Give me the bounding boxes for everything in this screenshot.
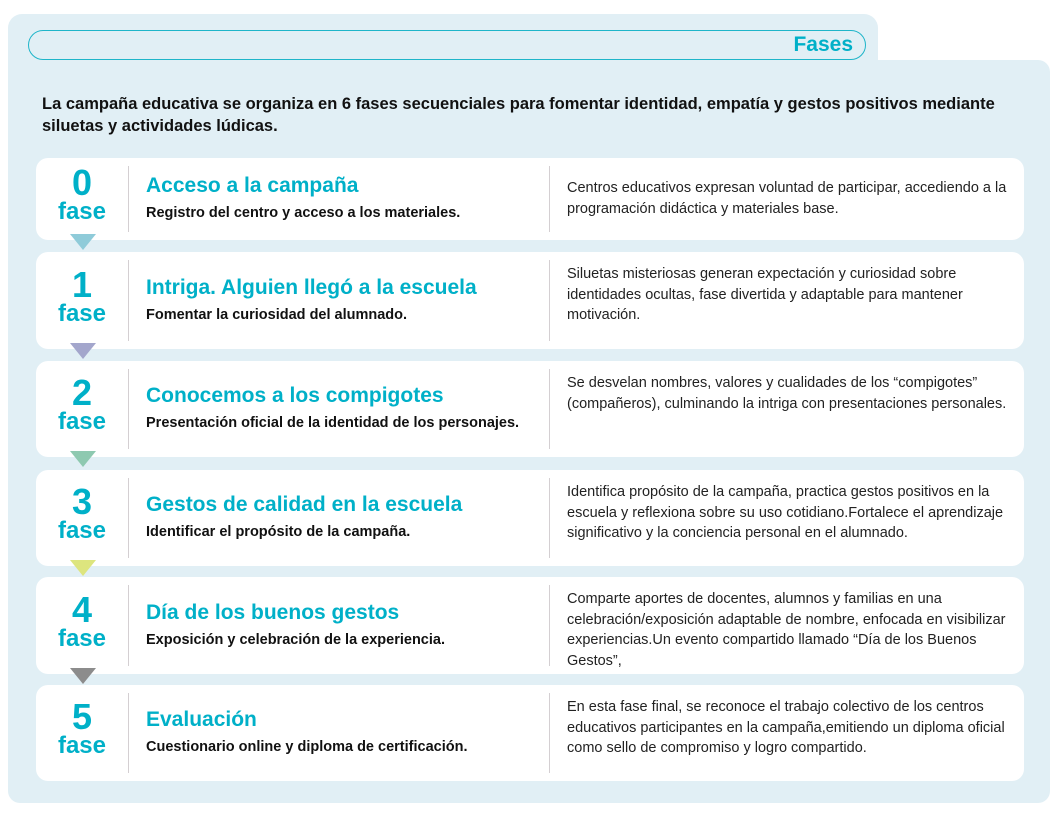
arrow-down-icon: [70, 560, 96, 576]
phase-digit: 4: [71, 588, 93, 630]
divider: [549, 693, 550, 773]
divider: [128, 585, 129, 666]
arrow-down-icon: [70, 668, 96, 684]
phase-subtitle: Fomentar la curiosidad del alumnado.: [146, 306, 408, 323]
divider: [549, 585, 550, 666]
phase-label: fase: [57, 408, 107, 435]
divider: [128, 166, 129, 232]
phase-label: fase: [57, 624, 107, 652]
phase-number: [36, 372, 128, 435]
phase-label: fase: [57, 517, 107, 544]
intro-text: La campaña educativa se organiza en 6 fases secuenciales para fomentar identidad, empatía y gestos positivos mediante siluetas y actividades lúdicas.: [42, 95, 995, 135]
phase-card: [36, 361, 1024, 457]
divider: [128, 369, 129, 449]
phase-number: [36, 162, 128, 225]
phase-number: [36, 588, 128, 652]
phase-description: Se desvelan nombres, valores y cualidades de los “compigotes” (compañeros), culminando la intriga con presentaciones personales.: [567, 375, 1007, 412]
phase-subtitle: Cuestionario online y diploma de certificación.: [146, 739, 468, 755]
divider: [128, 478, 129, 558]
phase-card: [36, 252, 1024, 349]
phase-description: Comparte aportes de docentes, alumnos y familias en una celebración/exposición adaptable de nombre, enfocada en visibilizar experiencias.Un evento compartido llamado “Día de los Buenos Gestos”,: [567, 591, 1006, 669]
phase-digit: 0: [71, 162, 93, 203]
phase-digit: 2: [71, 372, 93, 413]
phase-subtitle: Registro del centro y acceso a los materiales.: [146, 205, 461, 221]
phase-title: Gestos de calidad en la escuela: [146, 493, 463, 516]
phase-card: [36, 158, 1024, 240]
phase-digit: 5: [71, 696, 93, 737]
phase-title: Acceso a la campaña: [146, 174, 359, 197]
phase-subtitle: Identificar el propósito de la campaña.: [146, 524, 411, 540]
phase-label: fase: [57, 732, 107, 759]
phase-digit: 1: [71, 263, 93, 305]
divider: [549, 260, 550, 341]
phase-title: Evaluación: [146, 708, 257, 731]
divider: [128, 260, 129, 341]
phase-number: [36, 696, 128, 759]
phase-description: Identifica propósito de la campaña, practica gestos positivos en la escuela y reflexiona sobre su uso cotidiano.Fortalece el aprendizaje significativo y la conciencia personal en el alumnado.: [567, 484, 1004, 541]
section-title: Fases: [793, 33, 853, 56]
divider: [549, 166, 550, 232]
section-header: [28, 30, 866, 60]
phase-number: [36, 263, 128, 327]
arrow-down-icon: [70, 234, 96, 250]
divider: [128, 693, 129, 773]
phase-subtitle: Exposición y celebración de la experiencia.: [146, 631, 445, 648]
phase-subtitle: Presentación oficial de la identidad de los personajes.: [146, 415, 520, 431]
phase-card: [36, 577, 1024, 674]
phase-title: Día de los buenos gestos: [146, 600, 400, 624]
phase-label: fase: [57, 299, 107, 327]
phase-description: En esta fase final, se reconoce el trabajo colectivo de los centros educativos participantes en la campaña,emitiendo un diploma oficial como sello de compromiso y logro compartido.: [567, 699, 1005, 756]
phase-title: Intriga. Alguien llegó a la escuela: [146, 275, 477, 299]
phase-digit: 3: [71, 481, 93, 522]
phase-number: [36, 481, 128, 544]
divider: [549, 369, 550, 449]
phase-description: Centros educativos expresan voluntad de participar, accediendo a la programación didáctica y materiales base.: [567, 180, 1007, 217]
phase-title: Conocemos a los compigotes: [146, 384, 444, 407]
phase-description: Siluetas misteriosas generan expectación y curiosidad sobre identidades ocultas, fase divertida y adaptable para mantener motivación.: [567, 266, 963, 323]
phase-label: fase: [57, 198, 107, 225]
phase-card: [36, 685, 1024, 781]
divider: [549, 478, 550, 558]
phase-card: [36, 470, 1024, 566]
arrow-down-icon: [70, 451, 96, 467]
arrow-down-icon: [70, 343, 96, 359]
